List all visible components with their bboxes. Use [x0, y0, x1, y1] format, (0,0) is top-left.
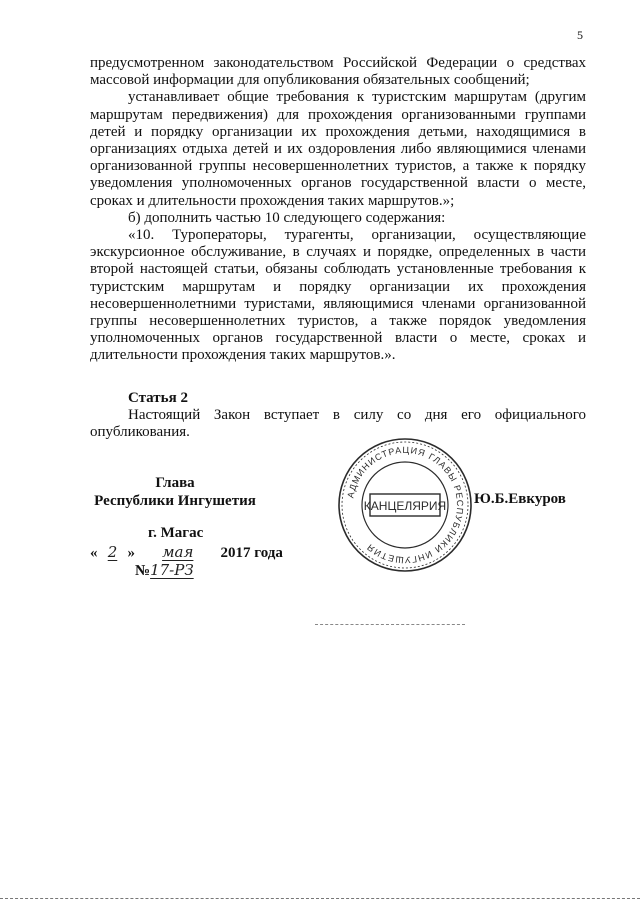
seal-ring-text: АДМИНИСТРАЦИЯ ГЛАВЫ РЕСПУБЛИКИ ИНГУШЕТИЯ [345, 444, 466, 566]
registration-number [135, 561, 204, 580]
article-text: Настоящий Закон вступает в силу со дня его официального опубликования. [90, 407, 586, 441]
footer-divider [315, 624, 465, 626]
date-year: 2017 года [220, 545, 283, 561]
scan-edge-line [0, 898, 640, 900]
body-paragraph: устанавливает общие требования к туристским маршрутам (другим маршрутам передвижения) для прохождения организованными группами детей и порядку организации их прохождения детьми, находящимися в организациях отдыха детей и их оздоровления либо являющимися членами организованной группы несовершеннолетних туристов, а также к порядку уведомления уполномоченных органов государственной власти о месте, сроках и длительности прохождения таких маршрутов.»; [90, 89, 586, 209]
signatory-title [90, 474, 260, 510]
registration-number-handwritten: 17-РЗ [150, 561, 194, 579]
date-close-quote: » [127, 545, 135, 561]
number-sign: № [135, 563, 151, 579]
date-month-handwritten: мая [162, 543, 194, 561]
signatory-title-line2: Республики Ингушетия [94, 493, 256, 509]
date-open-quote: « [90, 545, 98, 561]
page-number: 5 [577, 28, 583, 42]
signatory-title-line1: Глава [155, 475, 195, 491]
body-paragraph: «10. Туроператоры, турагенты, организации, осуществляющие экскурсионное обслуживание, в случаях и порядке, определенных в части второй настоящей статьи, обязаны соблюдать установленные требования к туристским маршрутам и порядку организации их прохождения несовершеннолетними туристами, являющимися членами организованной группы несовершеннолетних туристов, а также порядок уведомления уполномоченных органов государственной власти о месте, сроках и длительности прохождения таких маршрутов.». [90, 227, 586, 364]
date-line [90, 543, 283, 562]
document-body [90, 55, 586, 365]
date-day-handwritten: 2 [107, 543, 118, 561]
signatory-name: Ю.Б.Евкуров [474, 491, 566, 507]
article-section [90, 390, 586, 442]
seal-center-text: КАНЦЕЛЯРИЯ [363, 499, 447, 513]
body-paragraph: б) дополнить частью 10 следующего содержания: [128, 209, 446, 226]
body-paragraph: предусмотренном законодательством Российской Федерации о средствах массовой информации для опубликования обязательных сообщений; [90, 55, 586, 89]
place-of-signing: г. Магас [148, 525, 204, 541]
article-heading: Статья 2 [128, 390, 188, 406]
official-seal [336, 436, 474, 574]
